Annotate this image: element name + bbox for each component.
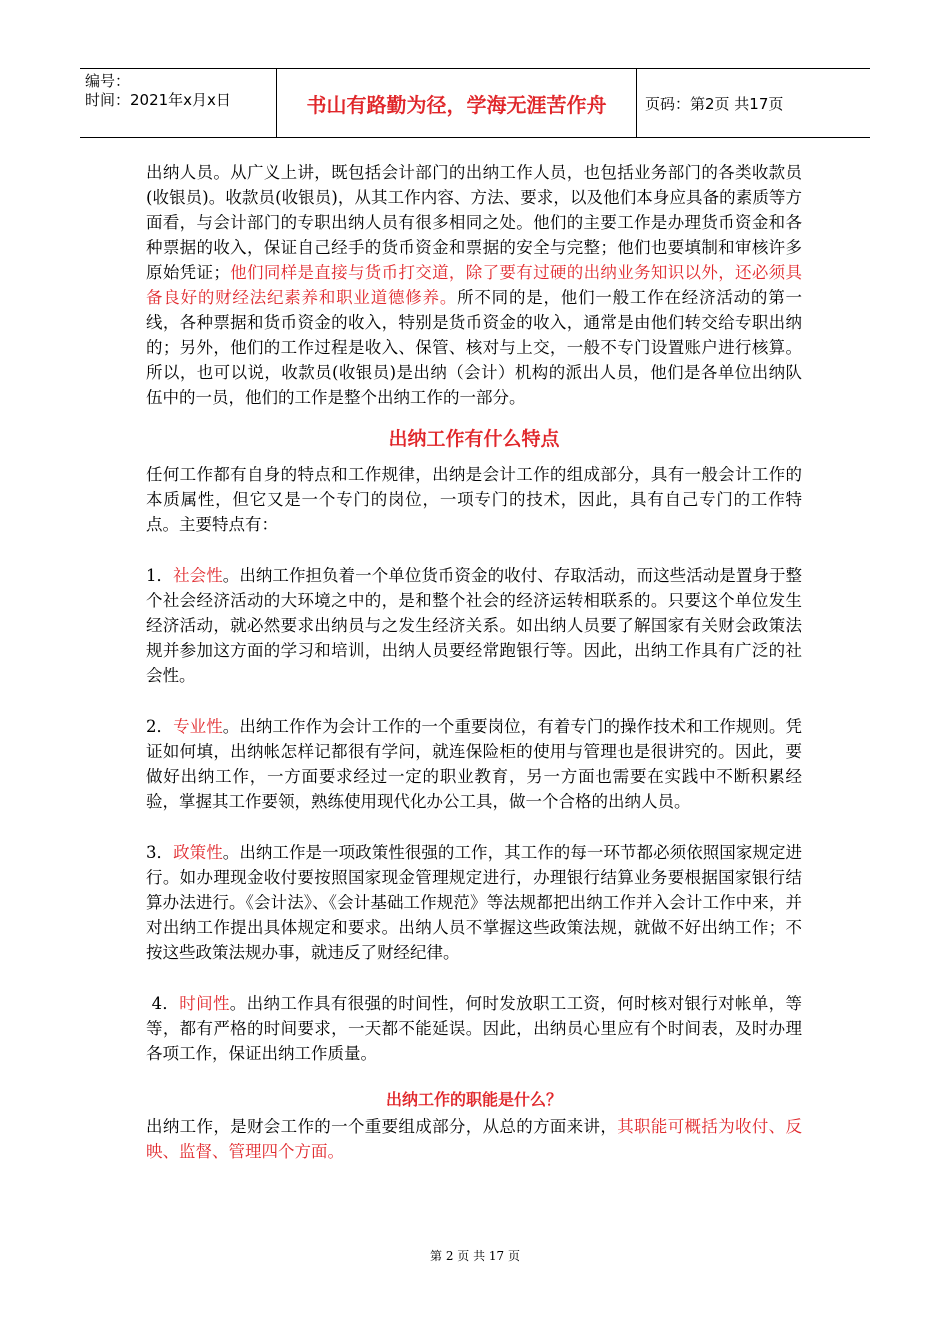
feature-text: 。出纳工作具有很强的时间性，何时发放职工工资，何时核对银行对帐单，等等，都有严格的时间要求，一天都不能延误。因此，出纳员心里应有个时间表，及时办理各项工作，保证出纳工作质量。: [146, 994, 803, 1063]
intro-text-b: 所不同的是，他们一般工作在经济活动的第一线，各种票据和货币资金的收入，特别是货币资金的收入，通常是由他们转交给专职出纳的；另外，他们的工作过程是收入、保管、核对与上交，一般不专门设置账户进行核算。所以，也可以说，收款员(收银员)是出纳（会计）机构的派出人员，他们是各单位出纳队伍中的一员，他们的工作是整个出纳工作的一部分。: [146, 288, 803, 407]
feature-item-professional: [146, 714, 802, 814]
intro-highlight: 他们同样是直接与货币打交道，除了要有过硬的出纳业务知识以外，还必须具备良好的财经法纪素养和职业道德修养。: [146, 263, 803, 307]
intro-paragraph: [146, 160, 802, 410]
feature-number: 3．: [146, 843, 174, 862]
doc-time-label: 时间：2021年x月x日: [85, 91, 231, 109]
header-motto: 书山有路勤为径，学海无涯苦作舟: [277, 69, 637, 137]
feature-keyword: 专业性: [173, 717, 223, 736]
feature-item-timeliness: [146, 991, 802, 1066]
feature-keyword: 政策性: [173, 843, 223, 862]
feature-text: 。出纳工作是一项政策性很强的工作，其工作的每一环节都必须依照国家规定进行。如办理现金收付要按照国家现金管理规定进行，办理银行结算业务要根据国家银行结算办法进行。《会计法》、《会计基础工作规范》等法规都把出纳工作并入会计工作中来，并对出纳工作提出具体规定和要求。出纳人员不掌握这些政策法规，就做不好出纳工作；不按这些政策法规办事，就违反了财经纪律。: [146, 843, 803, 962]
feature-keyword: 时间性: [179, 994, 230, 1013]
feature-number: 1．: [146, 566, 174, 585]
page-header: [80, 68, 870, 138]
feature-item-social: [146, 563, 802, 688]
feature-number: 2．: [146, 717, 174, 736]
feature-keyword: 社会性: [173, 566, 223, 585]
header-meta: [80, 69, 277, 137]
header-page-label: 页码：第2页 共17页: [645, 94, 784, 113]
feature-text: 。出纳工作作为会计工作的一个重要岗位，有着专门的操作技术和工作规则。凭证如何填，出纳帐怎样记都很有学问，就连保险柜的使用与管理也是很讲究的。因此，要做好出纳工作，一方面要求经过一定的职业教育，另一方面也需要在实践中不断积累经验，掌握其工作要领，熟练使用现代化办公工具，做一个合格的出纳人员。: [146, 717, 803, 811]
page-footer: 第 2 页 共 17 页: [430, 1249, 520, 1263]
feature-text: 。出纳工作担负着一个单位货币资金的收付、存取活动，而这些活动是置身于整个社会经济活动的大环境之中的，是和整个社会的经济运转相联系的。只要这个单位发生经济活动，就必然要求出纳员与之发生经济关系。如出纳人员要了解国家有关财会政策法规并参加这方面的学习和培训，出纳人员要经常跑银行等。因此，出纳工作具有广泛的社会性。: [146, 566, 803, 685]
feature-number: 4．: [146, 994, 180, 1013]
feature-item-policy: [146, 840, 802, 965]
section2-paragraph: [146, 1114, 802, 1164]
section2-highlight: 其职能可概括为收付、反映、监督、管理四个方面。: [146, 1117, 803, 1161]
section2-text-a: 出纳工作，是财会工作的一个重要组成部分，从总的方面来讲，: [146, 1117, 618, 1136]
section2-title: 出纳工作的职能是什么？: [385, 1090, 562, 1109]
doc-number-label: 编号：: [85, 72, 131, 90]
document-body: [146, 160, 802, 1164]
section1-title: 出纳工作有什么特点: [388, 428, 560, 450]
section1-intro: 任何工作都有自身的特点和工作规律，出纳是会计工作的组成部分，具有一般会计工作的本质属性，但它又是一个专门的岗位，一项专门的技术，因此，具有自己专门的工作特点。主要特点有：: [146, 465, 802, 534]
intro-text-a: 出纳人员。从广义上讲，既包括会计部门的出纳工作人员，也包括业务部门的各类收款员(收银员)。收款员(收银员)，从其工作内容、方法、要求，以及他们本身应具备的素质等方面看，与会计部门的专职出纳人员有很多相同之处。他们的主要工作是办理货币资金和各种票据的收入，保证自己经手的货币资金和票据的安全与完整；他们也要填制和审核许多原始凭证；: [146, 163, 802, 282]
